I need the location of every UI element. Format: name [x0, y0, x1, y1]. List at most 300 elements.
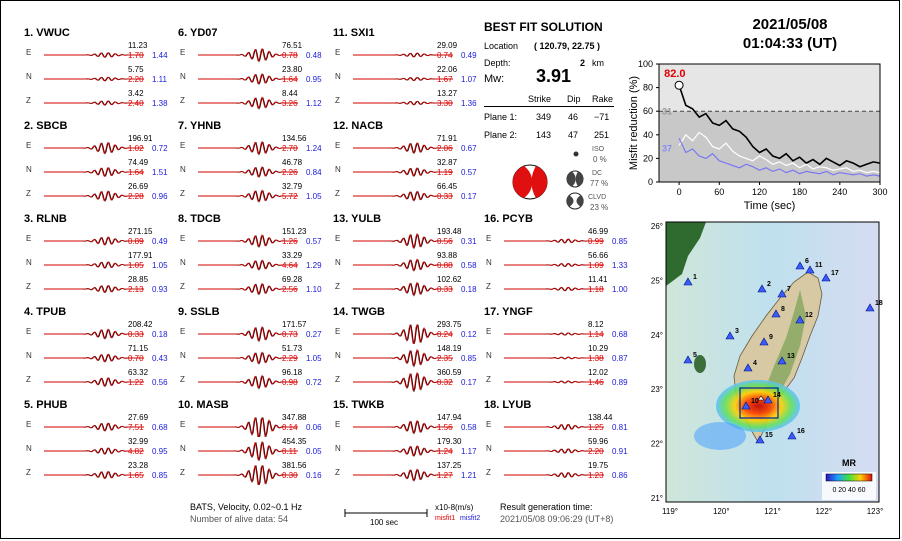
plane1-strike: 349 — [536, 112, 552, 122]
misfit1-value: 2.40 — [128, 99, 144, 108]
station-title: 9. SSLB — [178, 306, 220, 318]
station-number: 11 — [815, 262, 823, 269]
misfit1-value: 5.72 — [282, 192, 298, 201]
amplitude-value: 148.19 — [437, 344, 462, 353]
amplitude-value: 23.80 — [282, 65, 303, 74]
misfit1-value: 1.46 — [588, 378, 604, 387]
misfit1-value: 0.78 — [282, 51, 298, 60]
component-label: N — [180, 165, 186, 174]
component-label: E — [26, 234, 32, 243]
plane2-strike: 143 — [536, 130, 552, 140]
iso-value: 0 % — [593, 155, 607, 164]
component-label: N — [486, 444, 492, 453]
y-axis-label: Misfit reduction (%) — [628, 75, 640, 171]
component-label: E — [335, 234, 341, 243]
misfit2-value: 1.05 — [306, 192, 322, 201]
misfit1-value: 1.67 — [437, 75, 453, 84]
station-map — [640, 216, 895, 522]
component-label: E — [26, 48, 32, 57]
component-label: N — [486, 258, 492, 267]
amplitude-value: 26.69 — [128, 182, 149, 191]
amplitude-value: 66.45 — [437, 182, 458, 191]
component-label: Z — [335, 96, 340, 105]
misfit1-value: 1.18 — [588, 285, 604, 294]
station-title: 13. YULB — [333, 213, 382, 225]
misfit2-value: 0.17 — [461, 192, 477, 201]
station-number: 4 — [753, 360, 757, 367]
latitude-label: 23° — [650, 385, 663, 395]
mw-value: 3.91 — [536, 66, 572, 86]
amplitude-units: x10-8(m/s) — [435, 503, 474, 512]
latitude-label: 22° — [650, 439, 663, 449]
misfit1-value: 2.29 — [282, 354, 298, 363]
amplitude-value: 196.91 — [128, 134, 153, 143]
misfit2-value: 1.00 — [612, 285, 628, 294]
amplitude-value: 96.18 — [282, 368, 303, 377]
amplitude-value: 56.66 — [588, 251, 609, 260]
misfit2-value: 0.57 — [306, 237, 322, 246]
depth-unit: km — [592, 58, 604, 68]
table-rule — [484, 106, 614, 107]
location-label: Location — [484, 41, 519, 51]
misfit1-value: 2.06 — [437, 144, 453, 153]
misfit1-value: 1.05 — [128, 261, 144, 270]
misfit2-value: 0.31 — [461, 237, 477, 246]
misfit2-value: 0.72 — [152, 144, 168, 153]
depth-value: 2 — [580, 58, 586, 68]
misfit2-value: 0.68 — [152, 423, 168, 432]
component-label: N — [180, 351, 186, 360]
misfit2-value: 0.85 — [461, 354, 477, 363]
misfit2-value: 0.95 — [152, 447, 168, 456]
misfit2-value: 0.68 — [612, 330, 628, 339]
misfit2-value: 0.85 — [612, 237, 628, 246]
longitude-label: 123° — [866, 507, 884, 516]
station-title: 12. NACB — [333, 120, 384, 132]
station-number: 14 — [773, 392, 781, 399]
misfit1-value: 1.70 — [128, 51, 144, 60]
amplitude-value: 32.79 — [282, 182, 303, 191]
station-title: 6. YD07 — [178, 27, 218, 39]
misfit1-value: 1.26 — [282, 237, 298, 246]
component-label: N — [335, 165, 341, 174]
component-label: Z — [26, 375, 31, 384]
network-info: BATS, Velocity, 0.02~0.1 Hz — [190, 502, 302, 512]
misfit1-value: 2.56 — [282, 285, 298, 294]
station-title: 4. TPUB — [24, 306, 67, 318]
component-label: Z — [180, 468, 185, 477]
misfit1-value: 1.56 — [437, 423, 453, 432]
misfit1-value: 0.70 — [128, 354, 144, 363]
amplitude-value: 360.59 — [437, 368, 462, 377]
amplitude-value: 102.62 — [437, 275, 462, 284]
misfit1-value: 1.09 — [588, 261, 604, 270]
depth-label: Depth: — [484, 58, 511, 68]
latitude-label: 21° — [650, 494, 663, 503]
misfit1-value: 0.24 — [437, 330, 453, 339]
y-tick-label: 60 — [642, 106, 653, 117]
amplitude-value: 28.85 — [128, 275, 149, 284]
component-label: Z — [26, 282, 31, 291]
amplitude-value: 32.99 — [128, 437, 149, 446]
station-title: 16. PCYB — [484, 213, 533, 225]
misfit1-value: 1.23 — [588, 471, 604, 480]
misfit2-value: 0.81 — [612, 423, 628, 432]
misfit2-value: 0.49 — [152, 237, 168, 246]
station-number: 7 — [787, 286, 791, 293]
component-label: Z — [335, 468, 340, 477]
clvd-label: CLVD — [588, 194, 607, 201]
misfit2-value: 1.33 — [612, 261, 628, 270]
plane2-label: Plane 2: — [484, 130, 518, 140]
misfit2-value: 0.58 — [461, 423, 477, 432]
misfit2-value: 1.38 — [152, 99, 168, 108]
station-number: 6 — [805, 258, 809, 265]
colorbar-ramp — [826, 474, 872, 481]
component-label: N — [26, 258, 32, 267]
misfit2-value: 0.86 — [612, 471, 628, 480]
misfit1-value: 4.64 — [282, 261, 298, 270]
station-number: 5 — [693, 352, 697, 359]
component-label: Z — [486, 375, 491, 384]
component-label: E — [180, 48, 186, 57]
dip-header: Dip — [567, 94, 581, 104]
plane2-dip: 47 — [568, 130, 579, 140]
misfit1-value: 0.33 — [128, 330, 144, 339]
station-title: 18. LYUB — [484, 399, 532, 411]
misfit2-value: 0.18 — [461, 285, 477, 294]
station-title: 10. MASB — [178, 399, 229, 411]
x-tick-label: 120 — [751, 187, 767, 197]
misfit2-value: 0.12 — [461, 330, 477, 339]
component-label: Z — [26, 96, 31, 105]
amplitude-value: 33.29 — [282, 251, 303, 260]
y-tick-label: 20 — [642, 153, 653, 164]
amplitude-value: 5.75 — [128, 65, 144, 74]
station-number: 16 — [797, 428, 805, 435]
misfit2-value: 1.29 — [306, 261, 322, 270]
plane1-dip: 46 — [568, 112, 579, 122]
misfit1-value: 1.25 — [588, 423, 604, 432]
amplitude-value: 138.44 — [588, 413, 613, 422]
x-tick-label: 240 — [832, 187, 848, 197]
amplitude-value: 193.48 — [437, 227, 462, 236]
amplitude-value: 137.25 — [437, 461, 462, 470]
station-number: 8 — [781, 306, 785, 313]
misfit1-value: 0.89 — [128, 237, 144, 246]
component-label: N — [26, 165, 32, 174]
amplitude-value: 293.75 — [437, 320, 462, 329]
station-number: 15 — [765, 432, 773, 439]
station-number: 2 — [767, 281, 771, 288]
component-label: E — [486, 234, 492, 243]
misfit2-value: 0.05 — [306, 447, 322, 456]
colorbar-ticks: 0 20 40 60 — [832, 487, 866, 494]
misfit-reduction-chart — [625, 55, 890, 215]
station-number: 10 — [751, 398, 759, 405]
misfit2-value: 0.87 — [612, 354, 628, 363]
misfit1-value: 2.35 — [437, 354, 453, 363]
misfit2-value: 0.85 — [152, 471, 168, 480]
longitude-label: 121° — [764, 507, 781, 516]
misfit2-value: 1.11 — [152, 75, 167, 84]
time-scale-bar — [344, 508, 428, 518]
amplitude-value: 151.23 — [282, 227, 307, 236]
event-date: 2021/05/08 — [752, 16, 828, 33]
misfit1-value: 0.88 — [437, 261, 453, 270]
component-label: N — [26, 72, 32, 81]
amplitude-value: 29.09 — [437, 41, 458, 50]
amplitude-value: 22.06 — [437, 65, 458, 74]
misfit2-value: 1.10 — [306, 285, 322, 294]
misfit1-value: 0.74 — [437, 51, 453, 60]
misfit1-value: 1.65 — [128, 471, 144, 480]
amplitude-value: 63.32 — [128, 368, 149, 377]
misfit1-legend: misfit1 — [435, 515, 456, 522]
white-series-label: 31 — [662, 106, 673, 117]
misfit1-value: 3.30 — [437, 99, 453, 108]
clvd-icon — [566, 192, 584, 210]
amplitude-value: 32.87 — [437, 158, 458, 167]
station-title: 17. YNGF — [484, 306, 533, 318]
misfit2-value: 0.95 — [306, 75, 322, 84]
misfit1-value: 2.26 — [282, 168, 298, 177]
alive-data-count: Number of alive data: 54 — [190, 514, 289, 524]
component-label: Z — [335, 375, 340, 384]
misfit2-value: 0.93 — [152, 285, 168, 294]
amplitude-value: 11.23 — [128, 41, 148, 50]
amplitude-value: 76.51 — [282, 41, 303, 50]
amplitude-value: 179.30 — [437, 437, 462, 446]
amplitude-value: 10.29 — [588, 344, 609, 353]
amplitude-value: 71.15 — [128, 344, 149, 353]
mw-label: Mw: — [484, 73, 505, 85]
misfit2-value: 1.24 — [306, 144, 322, 153]
component-label: E — [486, 327, 492, 336]
component-label: N — [180, 444, 186, 453]
misfit2-value: 1.17 — [461, 447, 477, 456]
y-tick-label: 0 — [647, 177, 653, 187]
station-title: 8. TDCB — [178, 213, 221, 225]
amplitude-value: 171.57 — [282, 320, 307, 329]
station-title: 7. YHNB — [178, 120, 222, 132]
amplitude-value: 147.94 — [437, 413, 462, 422]
longitude-label: 122° — [815, 507, 833, 516]
plane1-label: Plane 1: — [484, 112, 518, 122]
misfit1-value: 1.22 — [128, 378, 144, 387]
station-number: 17 — [831, 270, 839, 277]
misfit1-value: 1.19 — [437, 168, 453, 177]
misfit2-value: 0.27 — [306, 330, 322, 339]
misfit2-value: 0.67 — [461, 144, 477, 153]
peak-value-label: 82.0 — [664, 68, 686, 81]
misfit1-value: 2.70 — [282, 144, 298, 153]
amplitude-value: 347.88 — [282, 413, 307, 422]
misfit1-value: 2.13 — [128, 285, 144, 294]
misfit1-value: 2.20 — [128, 75, 144, 84]
component-label: Z — [180, 375, 185, 384]
misfit1-value: 1.24 — [437, 447, 453, 456]
misfit2-value: 1.44 — [152, 51, 168, 60]
misfit2-value: 1.12 — [306, 99, 322, 108]
plane2-rake: 251 — [594, 130, 610, 140]
below-threshold-zone — [659, 111, 880, 182]
x-tick-label: 300 — [872, 187, 888, 197]
amplitude-value: 59.96 — [588, 437, 609, 446]
component-label: E — [26, 141, 32, 150]
misfit1-value: 2.20 — [588, 447, 604, 456]
location-value: ( 120.79, 22.75 ) — [534, 41, 601, 51]
y-tick-label: 100 — [637, 59, 653, 69]
iso-label: ISO — [592, 146, 605, 153]
y-tick-label: 40 — [642, 129, 653, 140]
component-label: N — [180, 72, 186, 81]
misfit2-value: 0.72 — [306, 378, 322, 387]
station-number: 12 — [805, 312, 813, 319]
component-label: Z — [26, 468, 31, 477]
misfit2-value: 0.57 — [461, 168, 477, 177]
event-time: 01:04:33 (UT) — [742, 35, 838, 52]
station-number: 18 — [875, 300, 883, 307]
y-tick-label: 80 — [642, 82, 653, 93]
solution-title: BEST FIT SOLUTION — [484, 20, 603, 34]
strike-header: Strike — [528, 94, 552, 104]
dc-label: DC — [592, 170, 603, 177]
beachball-compression-east — [532, 166, 548, 198]
misfit1-value: 0.32 — [437, 378, 453, 387]
component-label: E — [335, 141, 341, 150]
amplitude-value: 23.28 — [128, 461, 149, 470]
station-title: 15. TWKB — [333, 399, 385, 411]
longitude-label: 119° — [662, 507, 678, 516]
station-title: 3. RLNB — [24, 213, 67, 225]
misfit1-value: 0.73 — [282, 330, 298, 339]
station-title: 14. TWGB — [333, 306, 385, 318]
dc-icon — [566, 170, 584, 188]
amplitude-value: 8.12 — [588, 320, 604, 329]
misfit2-value: 0.06 — [306, 423, 322, 432]
station-title: 1. VWUC — [24, 27, 70, 39]
misfit2-value: 0.84 — [306, 168, 322, 177]
component-label: Z — [180, 189, 185, 198]
component-label: E — [26, 420, 32, 429]
misfit2-value: 0.49 — [461, 51, 477, 60]
misfit1-value: 0.33 — [437, 192, 453, 201]
x-tick-label: 60 — [714, 187, 725, 197]
station-title: 11. SXI1 — [333, 27, 375, 39]
component-label: Z — [26, 189, 31, 198]
misfit1-value: 1.64 — [282, 75, 298, 84]
misfit2-value: 0.17 — [461, 378, 477, 387]
misfit2-value: 1.07 — [461, 75, 477, 84]
misfit2-value: 0.89 — [612, 378, 628, 387]
misfit1-value: 0.14 — [282, 423, 298, 432]
station-number: 9 — [769, 334, 773, 341]
misfit1-value: 1.64 — [128, 168, 144, 177]
station-number: 1 — [693, 274, 697, 281]
station-title: 5. PHUB — [24, 399, 68, 411]
amplitude-value: 11.41 — [588, 275, 608, 284]
station-number: 13 — [787, 353, 795, 360]
misfit1-value: 3.26 — [282, 99, 298, 108]
station-title: 2. SBCB — [24, 120, 68, 132]
misfit2-value: 0.48 — [306, 51, 322, 60]
mr-low-field — [694, 422, 746, 450]
amplitude-value: 177.91 — [128, 251, 153, 260]
misfit2-value: 0.16 — [306, 471, 322, 480]
component-label: N — [26, 351, 32, 360]
amplitude-value: 46.99 — [588, 227, 609, 236]
latitude-label: 26° — [650, 222, 663, 231]
misfit1-value: 1.02 — [128, 144, 144, 153]
misfit1-value: 0.99 — [588, 237, 604, 246]
component-label: N — [335, 72, 341, 81]
amplitude-value: 51.73 — [282, 344, 303, 353]
generation-time: 2021/05/08 09:06:29 (UT+8) — [500, 514, 614, 524]
amplitude-value: 454.35 — [282, 437, 307, 446]
misfit1-value: 1.14 — [588, 330, 604, 339]
component-label: Z — [486, 468, 491, 477]
misfit1-value: 4.82 — [128, 447, 144, 456]
generation-label: Result generation time: — [500, 502, 593, 512]
misfit1-value: 0.33 — [437, 285, 453, 294]
misfit1-value: 0.98 — [282, 378, 298, 387]
component-label: E — [180, 234, 186, 243]
amplitude-value: 134.56 — [282, 134, 307, 143]
misfit2-value: 1.05 — [152, 261, 168, 270]
amplitude-value: 381.56 — [282, 461, 307, 470]
amplitude-value: 69.28 — [282, 275, 303, 284]
component-label: N — [26, 444, 32, 453]
misfit1-value: 0.11 — [282, 447, 297, 456]
blue-series-label: 37 — [662, 143, 673, 154]
x-axis-label: Time (sec) — [743, 200, 796, 212]
rake-header: Rake — [592, 94, 614, 104]
longitude-label: 120° — [712, 507, 730, 516]
x-tick-label: 0 — [676, 187, 682, 197]
misfit2-legend: misfit2 — [460, 515, 481, 522]
amplitude-value: 19.75 — [588, 461, 609, 470]
latitude-label: 25° — [650, 276, 663, 286]
component-label: Z — [180, 282, 185, 291]
dc-value: 77 % — [590, 179, 609, 188]
amplitude-value: 3.42 — [128, 89, 144, 98]
acceptance-zone — [659, 64, 880, 111]
misfit2-value: 1.21 — [461, 471, 477, 480]
amplitude-value: 27.69 — [128, 413, 149, 422]
misfit2-value: 0.56 — [152, 378, 168, 387]
misfit1-value: 1.38 — [588, 354, 604, 363]
x-tick-label: 180 — [792, 187, 808, 197]
amplitude-value: 74.49 — [128, 158, 149, 167]
component-label: N — [335, 258, 341, 267]
misfit1-value: 0.30 — [282, 471, 298, 480]
misfit2-value: 0.43 — [152, 354, 168, 363]
component-label: N — [486, 351, 492, 360]
colorbar-title: MR — [842, 458, 856, 468]
component-label: E — [26, 327, 32, 336]
component-label: Z — [335, 189, 340, 198]
misfit1-value: 7.51 — [128, 423, 144, 432]
amplitude-value: 13.27 — [437, 89, 458, 98]
plane1-rake: −71 — [594, 112, 610, 122]
component-label: E — [335, 420, 341, 429]
misfit2-value: 1.05 — [306, 354, 322, 363]
misfit2-value: 0.91 — [612, 447, 628, 456]
amplitude-value: 93.88 — [437, 251, 458, 260]
component-label: E — [335, 327, 341, 336]
clvd-value: 23 % — [590, 203, 609, 212]
